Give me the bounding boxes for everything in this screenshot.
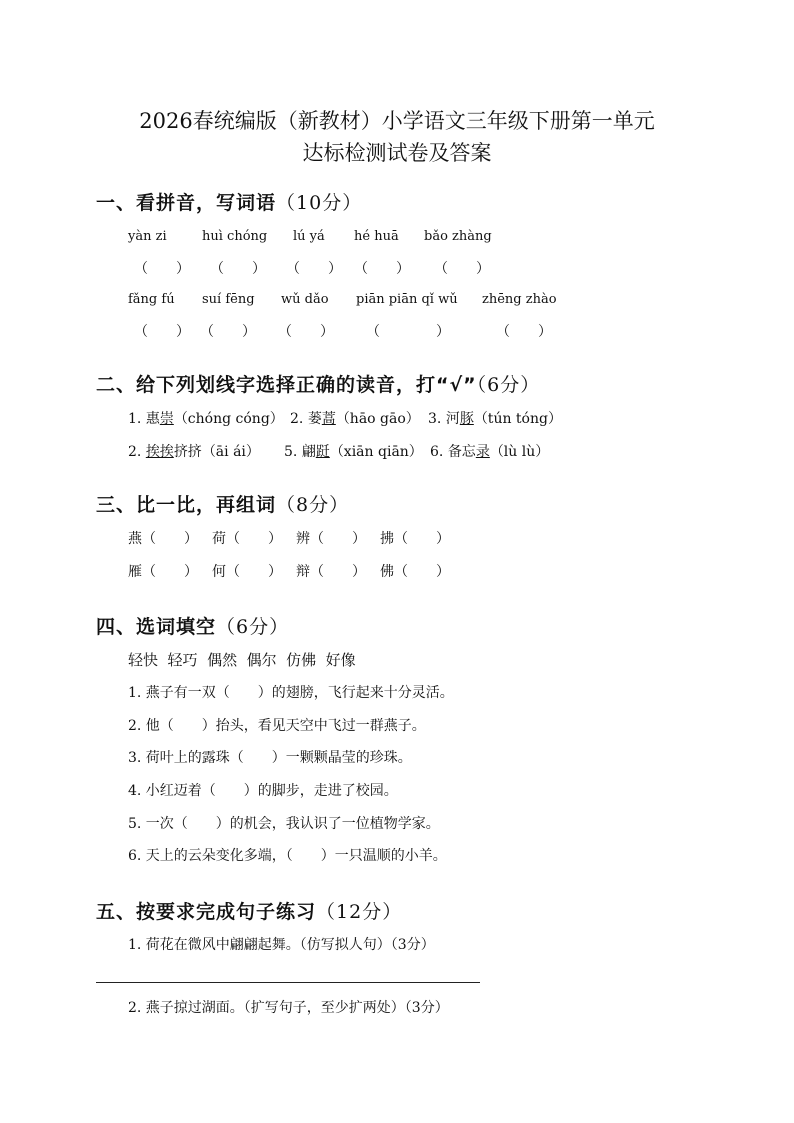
item-number: 1. <box>128 411 142 427</box>
section-5-heading <box>96 897 402 924</box>
answer-blank[interactable]: （ ） <box>286 261 342 277</box>
pinyin-5: bǎo zhàng <box>424 229 492 244</box>
pinyin-1: yàn zi <box>128 229 167 244</box>
answer-blank[interactable]: （ ） <box>434 261 490 277</box>
page-title-line2: 达标检测试卷及答案 <box>302 141 492 165</box>
pinyin-3: lú yá <box>293 229 325 244</box>
underlined-char: 蒿 <box>321 411 336 427</box>
item-text: 备忘 <box>447 444 476 460</box>
item-number: 2. <box>128 444 142 460</box>
pinyin-6: fǎng fú <box>128 292 175 307</box>
reading-item-5 <box>284 443 423 461</box>
pinyin-options[interactable]: （lù lù） <box>489 444 550 460</box>
pinyin-7: suí fēng <box>202 292 255 307</box>
pinyin-options[interactable]: （tún tóng） <box>473 411 562 427</box>
compare-word[interactable]: 燕（ ） <box>128 531 198 547</box>
section-3-heading <box>96 490 349 517</box>
compare-word[interactable]: 何（ ） <box>212 564 282 580</box>
answer-blank[interactable]: （ ） <box>496 324 552 340</box>
section-2-heading <box>96 370 540 397</box>
fill-sentence-5[interactable]: 5. 一次（ ）的机会，我认识了一位植物学家。 <box>128 816 440 832</box>
underlined-char: 录 <box>475 444 490 460</box>
fill-sentence-6[interactable]: 6. 天上的云朵变化多端，（ ）一只温顺的小羊。 <box>128 848 447 864</box>
compare-word[interactable]: 辨（ ） <box>296 531 366 547</box>
fill-sentence-4[interactable]: 4. 小红迈着（ ）的脚步，走进了校园。 <box>128 783 398 799</box>
compare-word[interactable]: 佛（ ） <box>380 564 450 580</box>
underlined-char: 豚 <box>459 411 474 427</box>
word-bank: 轻快 轻巧 偶然 偶尔 仿佛 好像 <box>128 651 356 669</box>
pinyin-2: huì chóng <box>202 229 268 244</box>
pinyin-options[interactable]: （chóng cóng） <box>173 411 284 427</box>
section-4-heading <box>96 612 289 639</box>
answer-blank[interactable]: （ ） <box>134 261 190 277</box>
answer-blank[interactable]: （ ） <box>210 261 266 277</box>
item-text: 河 <box>445 411 460 427</box>
pinyin-10: zhēng zhào <box>482 292 557 307</box>
section-3-score: （8分） <box>276 494 350 516</box>
fill-sentence-1[interactable]: 1. 燕子有一双（ ）的翅膀，飞行起来十分灵活。 <box>128 685 454 701</box>
item-number: 6. <box>430 444 444 460</box>
item-text: 蒌 <box>307 411 322 427</box>
answer-blank-wide[interactable]: （ ） <box>366 324 450 340</box>
section-5-score: （12分） <box>316 901 403 923</box>
section-2-score: （6分） <box>476 374 541 396</box>
fill-sentence-2[interactable]: 2. 他（ ）抬头，看见天空中飞过一群燕子。 <box>128 718 426 734</box>
answer-blank[interactable]: （ ） <box>354 261 410 277</box>
pinyin-4: hé huā <box>354 229 399 244</box>
page-title-line1: 2026春统编版（新教材）小学语文三年级下册第一单元 <box>139 109 655 133</box>
answer-blank[interactable]: （ ） <box>200 324 256 340</box>
reading-item-1 <box>128 410 284 428</box>
pinyin-options[interactable]: （xiān qiān） <box>329 444 423 460</box>
compare-word[interactable]: 雁（ ） <box>128 564 198 580</box>
reading-item-2 <box>290 410 420 428</box>
pinyin-options[interactable]: （āi ái） <box>201 444 260 460</box>
reading-item-6 <box>430 443 549 461</box>
answer-blank[interactable]: （ ） <box>278 324 334 340</box>
underlined-char: 崇 <box>159 411 174 427</box>
answer-line[interactable] <box>96 982 480 983</box>
item-number: 2. <box>290 411 304 427</box>
item-number: 5. <box>284 444 298 460</box>
item-text: 翩 <box>301 444 316 460</box>
sentence-task-2: 2. 燕子掠过湖面。（扩写句子，至少扩两处）（3分） <box>128 1000 449 1016</box>
underlined-char: 挨挨 <box>145 444 174 460</box>
item-text: 挤挤 <box>173 444 202 460</box>
compare-word[interactable]: 拂（ ） <box>380 531 450 547</box>
compare-word[interactable]: 荷（ ） <box>212 531 282 547</box>
section-3-title: 三、比一比，再组词 <box>96 494 277 516</box>
underlined-char: 跹 <box>315 444 330 460</box>
section-1-heading <box>96 188 362 215</box>
section-1-title: 一、看拼音，写词语 <box>96 192 277 214</box>
section-4-score: （6分） <box>216 616 290 638</box>
reading-item-3 <box>428 410 562 428</box>
reading-item-4 <box>128 443 260 461</box>
sentence-task-1: 1. 荷花在微风中翩翩起舞。（仿写拟人句）（3分） <box>128 937 435 953</box>
item-number: 3. <box>428 411 442 427</box>
pinyin-9: piān piān qǐ wǔ <box>356 292 458 307</box>
pinyin-8: wǔ dǎo <box>281 292 329 307</box>
answer-blank[interactable]: （ ） <box>134 324 190 340</box>
section-2-title: 二、给下列划线字选择正确的读音，打“√” <box>96 374 477 396</box>
section-1-score: （10分） <box>276 192 363 214</box>
fill-sentence-3[interactable]: 3. 荷叶上的露珠（ ）一颗颗晶莹的珍珠。 <box>128 750 412 766</box>
pinyin-options[interactable]: （hāo gāo） <box>335 411 420 427</box>
section-4-title: 四、选词填空 <box>96 616 217 638</box>
item-text: 惠 <box>145 411 160 427</box>
section-5-title: 五、按要求完成句子练习 <box>96 901 317 923</box>
compare-word[interactable]: 辩（ ） <box>296 564 366 580</box>
